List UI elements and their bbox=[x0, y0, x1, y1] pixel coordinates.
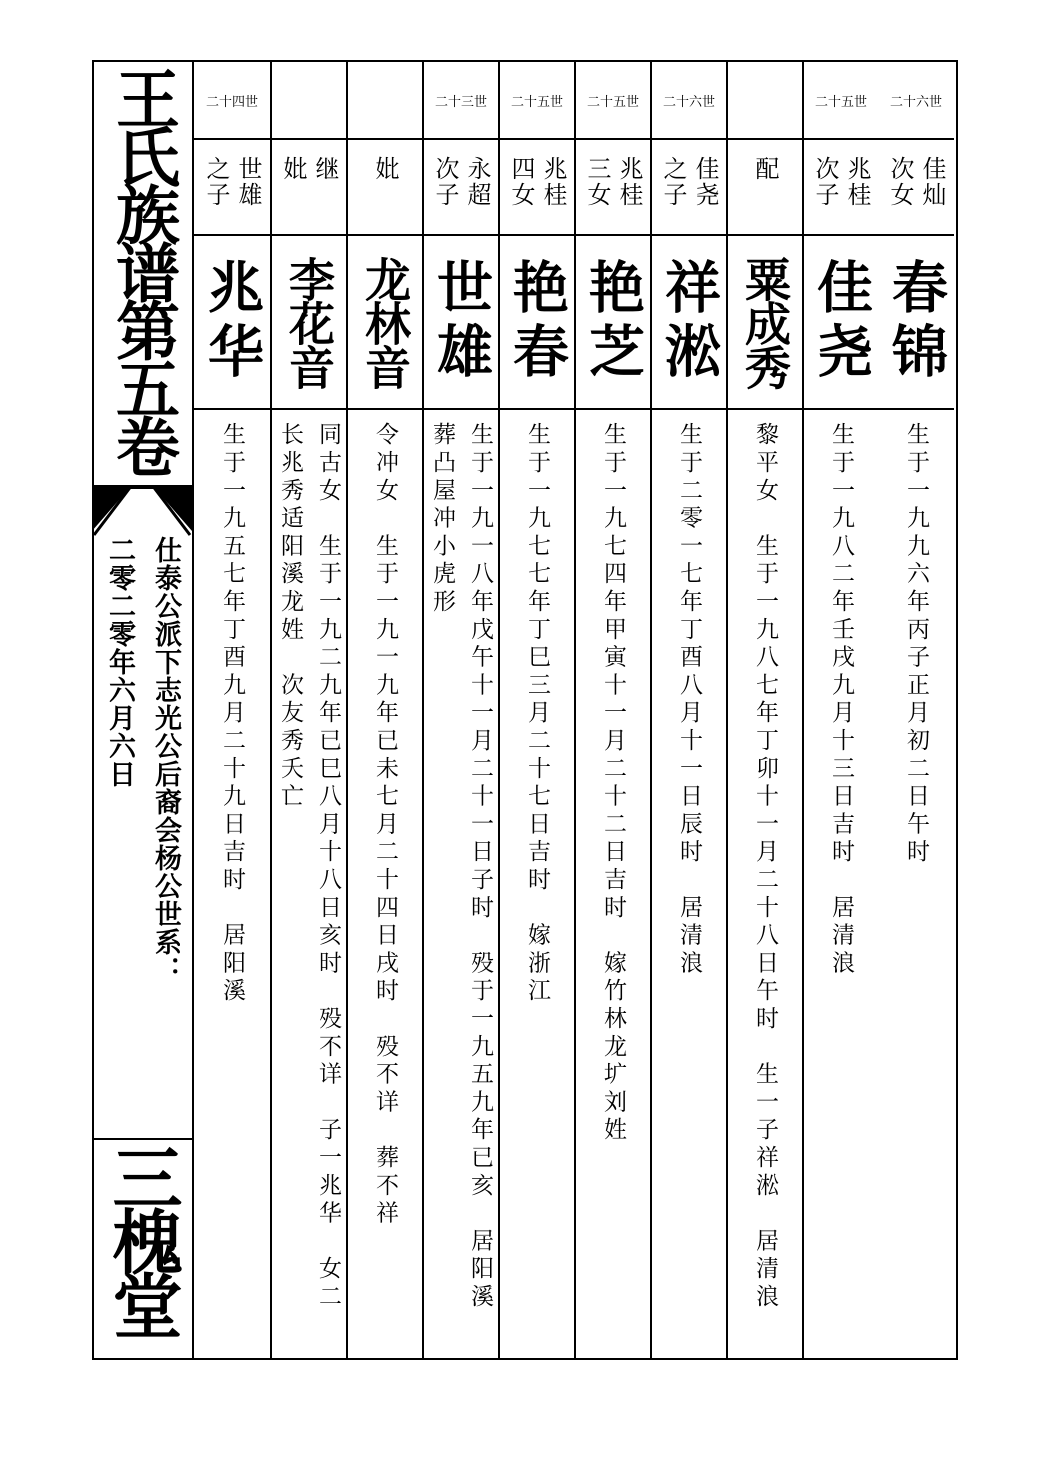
generation-label: 二十五世 bbox=[500, 62, 574, 140]
hall-name: 三槐堂 bbox=[101, 1142, 184, 1334]
relation-cell bbox=[194, 140, 270, 236]
person-name: 世雄 bbox=[428, 258, 494, 386]
bio-line: 长兆秀适阳溪龙姓 次友秀夭亡 bbox=[277, 422, 303, 812]
relation-line: 兆桂 bbox=[615, 156, 643, 208]
person-column bbox=[802, 62, 878, 1358]
name-cell bbox=[272, 236, 346, 410]
bio-line: 生于一九八二年壬戌九月十三日吉时 居清浪 bbox=[828, 422, 854, 978]
divider bbox=[92, 1138, 192, 1140]
generation-label: 二十六世 bbox=[878, 62, 954, 140]
name-cell bbox=[348, 236, 422, 410]
bio-cell bbox=[348, 410, 422, 1358]
bio-cell bbox=[424, 410, 498, 1358]
bio-line: 令冲女 生于一九一九年已未七月二十四日戌时 殁不详 葬不祥 bbox=[372, 422, 398, 1229]
generation-label: 二十六世 bbox=[652, 62, 726, 140]
relation-line: 永超 bbox=[463, 156, 491, 208]
relation-line: 兆桂 bbox=[539, 156, 567, 208]
bio-cell bbox=[272, 410, 346, 1358]
person-name: 龙林音 bbox=[358, 256, 412, 388]
relation-line: 佳灿 bbox=[918, 156, 946, 208]
bio-cell bbox=[194, 410, 270, 1358]
generation-label bbox=[348, 62, 422, 140]
relation-cell bbox=[424, 140, 498, 236]
generation-label: 二十四世 bbox=[194, 62, 270, 140]
person-column bbox=[270, 62, 346, 1358]
genealogy-grid bbox=[194, 62, 954, 1358]
person-name: 粟成秀 bbox=[738, 256, 792, 388]
relation-line: 三女 bbox=[583, 156, 611, 208]
person-name: 兆华 bbox=[199, 258, 265, 386]
person-column bbox=[422, 62, 498, 1358]
relation-line: 次子 bbox=[811, 156, 839, 208]
generation-label bbox=[728, 62, 802, 140]
person-column bbox=[878, 62, 954, 1358]
bio-cell bbox=[576, 410, 650, 1358]
relation-line: 妣 bbox=[279, 156, 307, 182]
name-cell bbox=[728, 236, 802, 410]
generation-label bbox=[272, 62, 346, 140]
name-cell bbox=[804, 236, 878, 410]
relation-line: 妣 bbox=[371, 156, 399, 182]
relation-cell bbox=[348, 140, 422, 236]
generation-label: 二十三世 bbox=[424, 62, 498, 140]
bio-line: 同古女 生于一九二九年已巳八月十八日亥时 殁不详 子一兆华 女二 bbox=[315, 422, 341, 1312]
relation-line: 四女 bbox=[507, 156, 535, 208]
bio-cell bbox=[878, 410, 954, 1358]
person-column bbox=[194, 62, 270, 1358]
banner-ribbon-icon bbox=[92, 485, 192, 541]
person-column bbox=[574, 62, 650, 1358]
bio-line: 生于一九七七年丁巳三月二十七日吉时 嫁浙江 bbox=[524, 422, 550, 1006]
relation-line: 佳尧 bbox=[691, 156, 719, 208]
relation-line: 世雄 bbox=[234, 156, 262, 208]
compile-date: 二零二零年六月六日 bbox=[104, 536, 135, 788]
name-cell bbox=[576, 236, 650, 410]
relation-cell bbox=[272, 140, 346, 236]
title-banner bbox=[92, 485, 192, 541]
name-cell bbox=[500, 236, 574, 410]
bio-cell bbox=[804, 410, 878, 1358]
name-cell bbox=[652, 236, 726, 410]
name-cell bbox=[424, 236, 498, 410]
relation-line: 继 bbox=[311, 156, 339, 182]
person-column bbox=[726, 62, 802, 1358]
generation-label: 二十五世 bbox=[576, 62, 650, 140]
person-column bbox=[498, 62, 574, 1358]
relation-line: 次女 bbox=[886, 156, 914, 208]
bio-cell bbox=[728, 410, 802, 1358]
relation-cell bbox=[576, 140, 650, 236]
bio-line: 生于一九七四年甲寅十一月二十二日吉时 嫁竹林龙圹刘姓 bbox=[600, 422, 626, 1145]
relation-line: 兆桂 bbox=[843, 156, 871, 208]
person-name: 艳春 bbox=[504, 258, 570, 386]
bio-line: 葬凸屋冲小虎形 bbox=[429, 422, 455, 617]
relation-line: 配 bbox=[751, 156, 779, 182]
name-cell bbox=[194, 236, 270, 410]
relation-line: 次子 bbox=[431, 156, 459, 208]
bio-line: 生于一九一八年戊午十一月二十一日子时 殁于一九五九年已亥 居阳溪 bbox=[467, 422, 493, 1312]
bio-line: 生于一九九六年丙子正月初二日午时 bbox=[903, 422, 929, 867]
relation-cell bbox=[878, 140, 954, 236]
relation-line: 之子 bbox=[659, 156, 687, 208]
person-name: 艳芝 bbox=[580, 258, 646, 386]
bio-cell bbox=[500, 410, 574, 1358]
person-name: 春锦 bbox=[883, 258, 949, 386]
bio-cell bbox=[652, 410, 726, 1358]
name-cell bbox=[878, 236, 954, 410]
book-title: 王氏族谱第五卷 bbox=[105, 66, 180, 472]
bio-line: 生于二零一七年丁酉八月十一日辰时 居清浪 bbox=[676, 422, 702, 978]
generation-label: 二十五世 bbox=[804, 62, 878, 140]
person-column bbox=[650, 62, 726, 1358]
relation-cell bbox=[728, 140, 802, 236]
relation-cell bbox=[500, 140, 574, 236]
title-panel bbox=[92, 60, 194, 1360]
person-column bbox=[346, 62, 422, 1358]
relation-line: 之子 bbox=[202, 156, 230, 208]
person-name: 祥淞 bbox=[656, 258, 722, 386]
lineage-subtitle: 仕泰公派下志光公后裔会杨公世系： bbox=[150, 536, 181, 984]
relation-cell bbox=[652, 140, 726, 236]
person-name: 李花音 bbox=[282, 256, 336, 388]
bio-line: 黎平女 生于一九八七年丁卯十一月二十八日午时 生一子祥淞 居清浪 bbox=[752, 422, 778, 1312]
bio-line: 生于一九五七年丁酉九月二十九日吉时 居阳溪 bbox=[219, 422, 245, 1006]
relation-cell bbox=[804, 140, 878, 236]
person-name: 佳尧 bbox=[808, 258, 874, 386]
